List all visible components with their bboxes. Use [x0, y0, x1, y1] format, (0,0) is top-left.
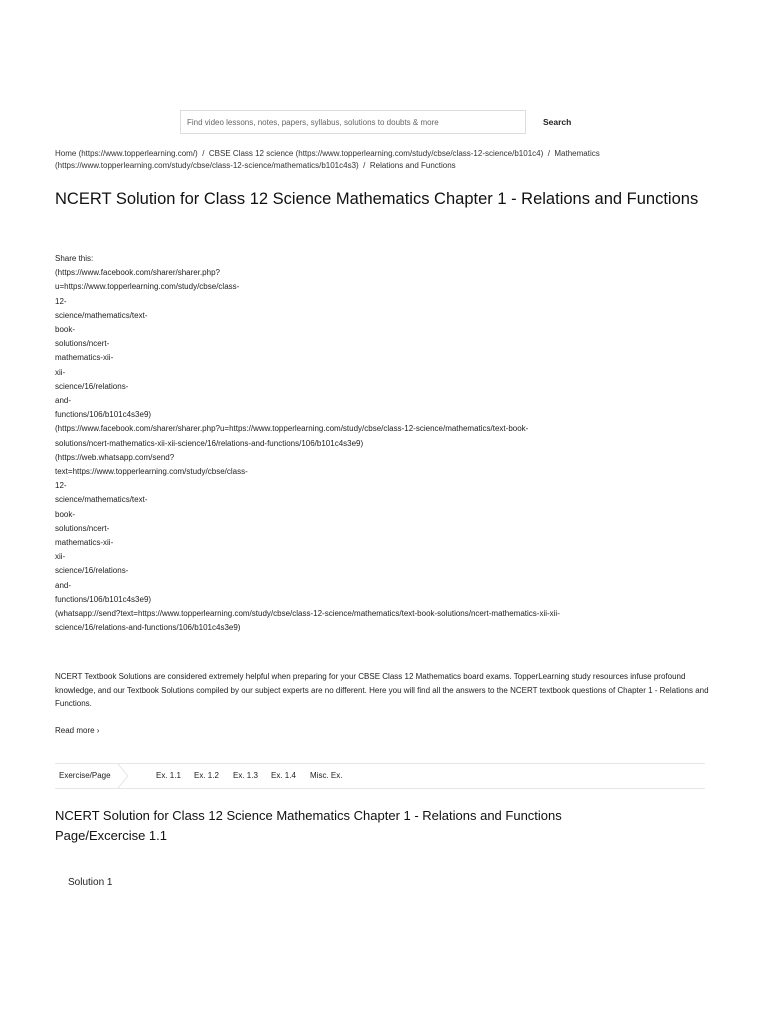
- share-link-line: (https://www.facebook.com/sharer/sharer.php?: [55, 268, 220, 278]
- breadcrumb-cbse-link[interactable]: CBSE Class 12 science (https://www.topperlearning.com/study/cbse/class-12-science/b101c4): [208, 149, 544, 158]
- search-input[interactable]: [181, 111, 525, 133]
- share-link-line: functions/106/b101c4s3e9): [55, 410, 152, 420]
- share-label: Share this:: [55, 254, 94, 263]
- tab-ex-1-2[interactable]: Ex. 1.2: [194, 771, 219, 780]
- share-link-line: text=https://www.topperlearning.com/study/cbse/class-: [55, 467, 248, 477]
- share-link-line: (whatsapp://send?text=https://www.topperlearning.com/study/cbse/class-12-science/mathematics/text-book-solutions/ncert-mathematics-xii-xii-: [55, 609, 560, 619]
- facebook-share-link[interactable]: [55, 266, 725, 422]
- share-link-line: (https://web.whatsapp.com/send?: [55, 452, 175, 462]
- share-link-line: solutions/ncert-mathematics-xii-xii-science/16/relations-and-functions/106/b101c4s3e9): [55, 438, 364, 448]
- section-title-line: Page/Excercise 1.1: [55, 828, 168, 843]
- facebook-share-full-link[interactable]: [55, 422, 725, 450]
- chevron-right-icon: [117, 764, 129, 788]
- breadcrumb-separator: /: [547, 149, 550, 158]
- whatsapp-web-share-link[interactable]: [55, 451, 725, 607]
- share-link-line: mathematics-xii-: [55, 353, 114, 363]
- share-link-line: science/16/relations-: [55, 566, 129, 576]
- solution-label[interactable]: Solution 1: [68, 877, 113, 888]
- breadcrumb-mathematics-label: Mathematics: [554, 149, 600, 158]
- breadcrumb-home-link[interactable]: Home (https://www.topperlearning.com/): [55, 149, 198, 158]
- share-link-line: book-: [55, 325, 76, 335]
- share-link-line: and-: [55, 580, 72, 590]
- tab-ex-1-3[interactable]: Ex. 1.3: [233, 771, 258, 780]
- search-bar: [180, 110, 526, 134]
- breadcrumb-separator: /: [363, 161, 366, 170]
- share-link-line: functions/106/b101c4s3e9): [55, 594, 152, 604]
- tab-ex-1-1[interactable]: Ex. 1.1: [156, 771, 181, 780]
- breadcrumb-mathematics-url: (https://www.topperlearning.com/study/cbse/class-12-science/mathematics/b101c4s3): [55, 161, 359, 170]
- exercise-tab-bar: [55, 763, 705, 789]
- share-link-line: u=https://www.topperlearning.com/study/cbse/class-: [55, 282, 240, 292]
- share-link-line: solutions/ncert-: [55, 339, 110, 349]
- whatsapp-app-share-link[interactable]: [55, 607, 725, 635]
- share-section: [55, 252, 725, 635]
- breadcrumb-current: Relations and Functions: [369, 161, 456, 170]
- share-link-line: solutions/ncert-: [55, 523, 110, 533]
- share-link-line: mathematics-xii-: [55, 538, 114, 548]
- breadcrumb: [55, 148, 715, 172]
- share-link-line: book-: [55, 509, 76, 519]
- share-link-line: science/16/relations-and-functions/106/b101c4s3e9): [55, 623, 241, 633]
- share-link-line: 12-: [55, 481, 67, 491]
- share-link-line: science/mathematics/text-: [55, 310, 148, 320]
- share-link-line: 12-: [55, 296, 67, 306]
- tab-exercise-page[interactable]: Exercise/Page: [59, 771, 111, 780]
- share-link-line: (https://www.facebook.com/sharer/sharer.php?u=https://www.topperlearning.com/study/cbse/class-12-science/mathematics/text-book-: [55, 424, 529, 434]
- tab-misc-ex[interactable]: Misc. Ex.: [310, 771, 343, 780]
- share-link-line: xii-: [55, 552, 66, 562]
- page-title: NCERT Solution for Class 12 Science Mathematics Chapter 1 - Relations and Functions: [55, 190, 699, 208]
- chapter-description: NCERT Textbook Solutions are considered extremely helpful when preparing for your CBSE Class 12 Mathematics board exams. TopperLearning study resources infuse profound knowledge, and our Textbook Solutions compiled by our subject experts are no different. Here you will find all the answers to the NCERT textbook questions of Chapter 1 - Relations and Functions.: [55, 672, 709, 708]
- tab-ex-1-4[interactable]: Ex. 1.4: [271, 771, 296, 780]
- section-title: [55, 806, 715, 846]
- search-button[interactable]: Search: [533, 110, 581, 134]
- share-link-line: xii-: [55, 367, 66, 377]
- share-link-line: science/mathematics/text-: [55, 495, 148, 505]
- read-more-link[interactable]: Read more ›: [55, 726, 100, 735]
- share-link-line: and-: [55, 396, 72, 406]
- breadcrumb-separator: /: [202, 149, 205, 158]
- section-title-line: NCERT Solution for Class 12 Science Mathematics Chapter 1 - Relations and Functions: [55, 808, 562, 823]
- share-link-line: science/16/relations-: [55, 381, 129, 391]
